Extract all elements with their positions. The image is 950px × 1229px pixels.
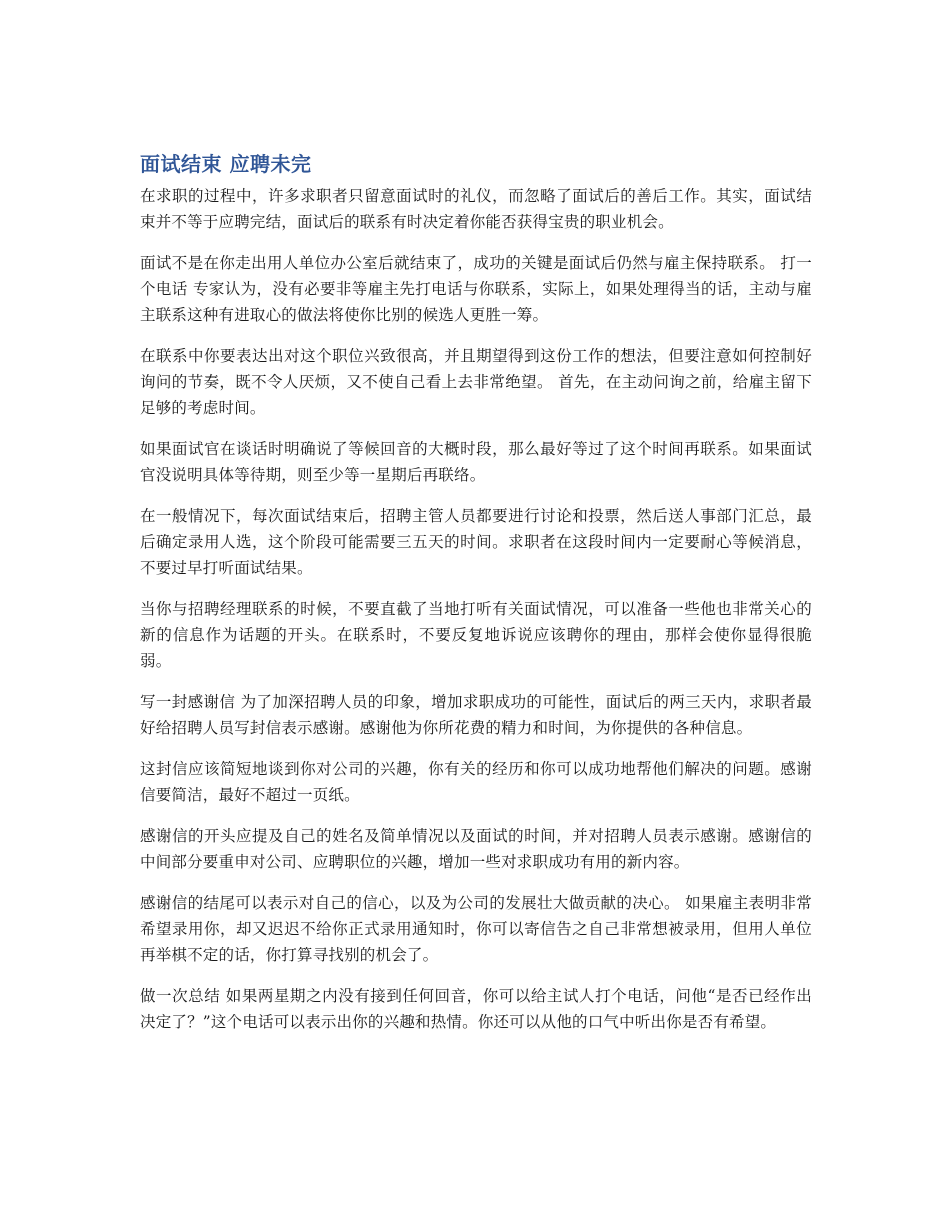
paragraph-3: 在联系中你要表达出对这个职位兴致很高，并且期望得到这份工作的想法，但要注意如何控制好询问的节奏，既不令人厌烦，又不使自己看上去非常绝望。 首先，在主动问询之前，给雇主留下足够的考虑时间。 bbox=[140, 347, 812, 417]
paragraph-7: 写一封感谢信 为了加深招聘人员的印象，增加求职成功的可能性，面试后的两三天内，求职者最好给招聘人员写封信表示感谢。感谢他为你所花费的精力和时间，为你提供的各种信息。 bbox=[140, 693, 812, 737]
document-title: 面试结束 应聘未完 bbox=[140, 152, 312, 176]
document-page bbox=[140, 148, 812, 1050]
paragraph-8: 这封信应该简短地谈到你对公司的兴趣，你有关的经历和你可以成功地帮他们解决的问题。感谢信要简洁，最好不超过一页纸。 bbox=[140, 760, 812, 804]
paragraph-1: 在求职的过程中，许多求职者只留意面试时的礼仪，而忽略了面试后的善后工作。其实，面试结束并不等于应聘完结，面试后的联系有时决定着你能否获得宝贵的职业机会。 bbox=[140, 187, 812, 231]
paragraph-2: 面试不是在你走出用人单位办公室后就结束了，成功的关键是面试后仍然与雇主保持联系。 打一个电话 专家认为，没有必要非等雇主先打电话与你联系，实际上，如果处理得当的话，主动与雇主联系这种有进取心的做法将使你比别的候选人更胜一筹。 bbox=[140, 254, 812, 324]
paragraph-5: 在一般情况下，每次面试结束后，招聘主管人员都要进行讨论和投票，然后送人事部门汇总，最后确定录用人选，这个阶段可能需要三五天的时间。求职者在这段时间内一定要耐心等候消息，不要过早打听面试结果。 bbox=[140, 507, 812, 577]
paragraph-4: 如果面试官在谈话时明确说了等候回音的大概时段，那么最好等过了这个时间再联系。如果面试官没说明具体等待期，则至少等一星期后再联络。 bbox=[140, 440, 812, 484]
paragraph-11: 做一次总结 如果两星期之内没有接到任何回音，你可以给主试人打个电话，问他“是否已经作出决定了？”这个电话可以表示出你的兴趣和热情。你还可以从他的口气中听出你是否有希望。 bbox=[140, 987, 812, 1031]
paragraph-9: 感谢信的开头应提及自己的姓名及简单情况以及面试的时间，并对招聘人员表示感谢。感谢信的中间部分要重申对公司、应聘职位的兴趣，增加一些对求职成功有用的新内容。 bbox=[140, 827, 812, 871]
paragraph-6: 当你与招聘经理联系的时候，不要直截了当地打听有关面试情况，可以准备一些他也非常关心的新的信息作为话题的开头。在联系时，不要反复地诉说应该聘你的理由，那样会使你显得很脆弱。 bbox=[140, 600, 812, 670]
paragraph-10: 感谢信的结尾可以表示对自己的信心，以及为公司的发展壮大做贡献的决心。 如果雇主表明非常希望录用你，却又迟迟不给你正式录用通知时，你可以寄信告之自己非常想被录用，但用人单位再举棋不定的话，你打算寻找别的机会了。 bbox=[140, 894, 812, 964]
